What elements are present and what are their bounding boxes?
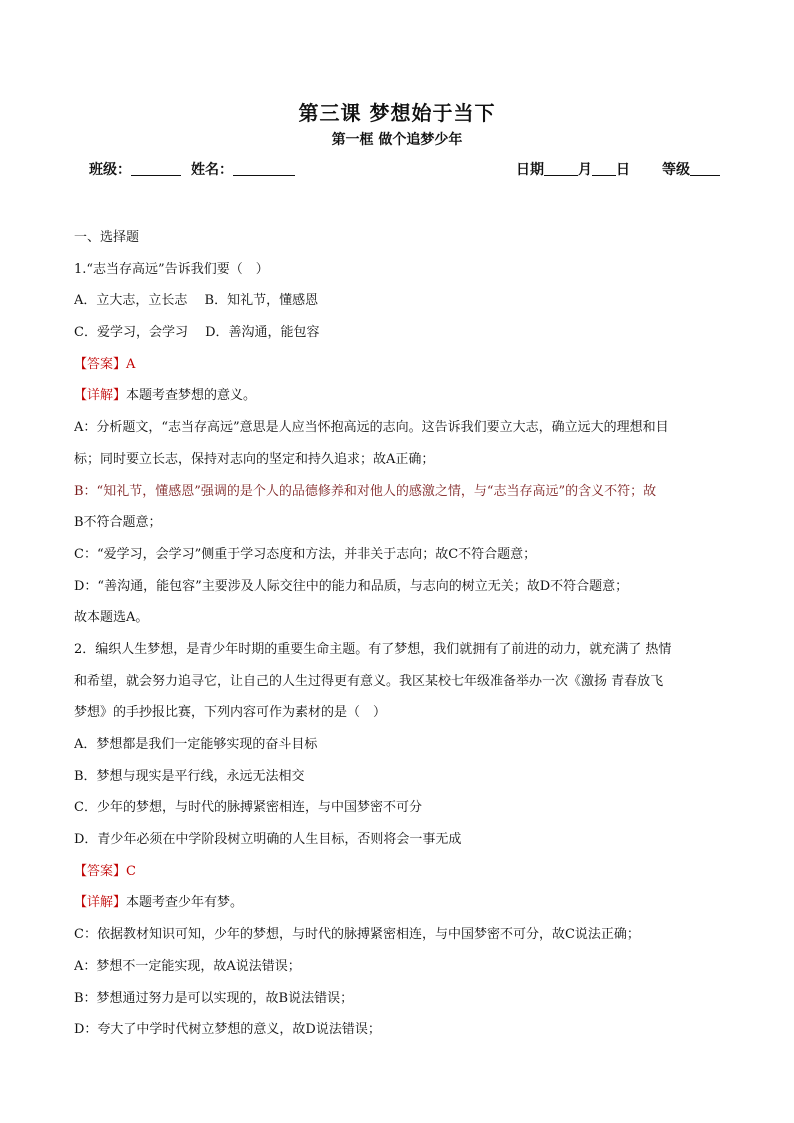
line-text: A．立大志，立长志 B．知礼节，懂感恩	[74, 293, 319, 309]
content-line	[74, 380, 722, 412]
grade-label: 等级	[662, 162, 690, 178]
line-text: B．梦想与现实是平行线，永远无法相交	[74, 768, 305, 784]
content-line	[74, 222, 722, 254]
content-line	[74, 856, 722, 888]
line-text: 一、选择题	[74, 230, 140, 245]
student-info-row	[89, 159, 720, 181]
content-line	[74, 729, 722, 761]
month-label: 月	[578, 162, 592, 178]
content-line	[74, 919, 722, 951]
line-text: 梦想》的手抄报比赛，下列内容可作为素材的是（ ）	[74, 705, 387, 721]
line-text: A：梦想不一定能实现，故A说法错误；	[74, 958, 301, 974]
content-line	[74, 824, 722, 856]
detail-text: 本题考查梦想的意义。	[126, 388, 257, 404]
info-right	[516, 159, 720, 179]
content-line	[74, 444, 722, 476]
line-text: D．青少年必须在中学阶段树立明确的人生目标，否则将会一事无成	[74, 832, 462, 848]
line-text: A：分析题文，“志当存高远”意思是人应当怀抱高远的志向。这告诉我们要立大志，确立远大的理想和目	[74, 420, 669, 436]
name-label: 姓名：	[191, 162, 233, 178]
day-blank	[592, 161, 616, 176]
line-text: C．爱学习，会学习 D．善沟通，能包容	[74, 325, 320, 341]
grade-blank	[690, 161, 720, 176]
content-line	[74, 571, 722, 603]
content-line	[74, 254, 722, 286]
content-line	[74, 539, 722, 571]
line-text: C：“爱学习，会学习”侧重于学习态度和方法，并非关于志向；故C不符合题意；	[74, 546, 537, 562]
content-line	[74, 507, 722, 539]
document-content	[74, 222, 722, 1046]
line-text: 标；同时要立长志，保持对志向的坚定和持久追求；故A正确；	[74, 451, 435, 467]
content-line	[74, 887, 722, 919]
content-line	[74, 697, 722, 729]
detail-text: 本题考查少年有梦。	[126, 895, 244, 911]
answer-text: C	[126, 863, 136, 879]
line-text: B不符合题意；	[74, 515, 162, 531]
line-text: B：梦想通过努力是可以实现的，故B说法错误；	[74, 990, 354, 1006]
date-label: 日期	[516, 162, 544, 178]
class-blank	[131, 161, 181, 176]
content-line	[74, 666, 722, 698]
content-line	[74, 951, 722, 983]
month-blank	[544, 161, 578, 176]
content-line	[74, 634, 722, 666]
line-text: 和希望，就会努力追寻它，让自己的人生过得更有意义。我区某校七年级准备举办一次《激扬 青春放飞	[74, 673, 664, 689]
line-text: 故本题选A。	[74, 610, 149, 626]
line-text: D：夸大了中学时代树立梦想的意义，故D说法错误；	[74, 1022, 381, 1038]
section-subtitle: 第一框 做个追梦少年	[331, 132, 463, 148]
content-line	[74, 285, 722, 317]
content-line	[74, 349, 722, 381]
line-text: 2．编织人生梦想，是青少年时期的重要生命主题。有了梦想，我们就拥有了前进的动力，就充满了 热情	[74, 641, 672, 657]
line-text: A．梦想都是我们一定能够实现的奋斗目标	[74, 737, 318, 752]
detail-label: 【详解】	[74, 895, 127, 911]
answer-label: 【答案】	[74, 863, 127, 879]
class-label: 班级：	[89, 162, 131, 178]
line-text: 1.“志当存高远”告诉我们要（ ）	[74, 261, 269, 277]
detail-label: 【详解】	[74, 388, 127, 404]
info-left	[89, 159, 295, 179]
answer-label: 【答案】	[74, 356, 127, 372]
line-text: D：“善沟通，能包容”主要涉及人际交往中的能力和品质，与志向的树立无关；故D不符合题意；	[74, 578, 629, 594]
content-line	[74, 412, 722, 444]
content-line	[74, 761, 722, 793]
content-line	[74, 1014, 722, 1046]
line-text: B：“知礼节，懂感恩”强调的是个人的品德修养和对他人的感激之情，与“志当存高远”的含义不符；故	[74, 483, 657, 499]
answer-text: A	[126, 356, 136, 372]
content-line	[74, 792, 722, 824]
content-line	[74, 317, 722, 349]
lesson-title: 第三课 梦想始于当下	[298, 101, 496, 125]
content-line	[74, 602, 722, 634]
line-text: C．少年的梦想，与时代的脉搏紧密相连，与中国梦密不可分	[74, 800, 422, 816]
content-line	[74, 983, 722, 1015]
content-line	[74, 476, 722, 508]
name-blank	[233, 161, 295, 176]
day-label: 日	[616, 162, 630, 178]
line-text: C：依据教材知识可知，少年的梦想，与时代的脉搏紧密相连，与中国梦密不可分，故C说法正确；	[74, 927, 640, 943]
